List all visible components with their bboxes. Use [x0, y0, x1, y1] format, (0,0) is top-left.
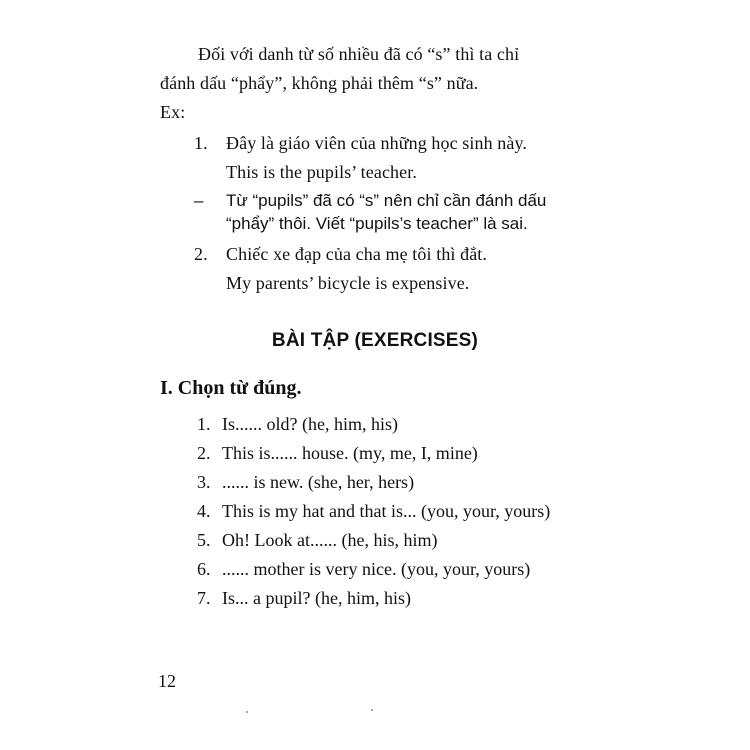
list-item-text: Oh! Look at...... (he, his, him): [222, 530, 438, 550]
exercise-list: [197, 413, 617, 609]
list-item-number: 6.: [197, 559, 211, 579]
example-1-english: This is the pupils’ teacher.: [226, 162, 417, 182]
page-number: 12: [158, 671, 176, 691]
example-label: Ex:: [160, 102, 186, 122]
print-speck: [371, 709, 373, 711]
list-item-text: This is my hat and that is... (you, your, yours): [222, 501, 551, 521]
example-note-line-2: “phẩy” thôi. Viết “pupils’s teacher” là sai.: [226, 214, 528, 233]
example-2-vietnamese: Chiếc xe đạp của cha mẹ tôi thì đắt.: [226, 244, 488, 264]
section-heading: BÀI TẬP (EXERCISES): [271, 330, 479, 351]
list-item-number: 4.: [197, 501, 211, 521]
print-speck: [246, 711, 248, 713]
exercise-title: I. Chọn từ đúng.: [160, 377, 302, 399]
intro-line-2: đánh dấu “phẩy”, không phải thêm “s” nữa.: [160, 73, 479, 93]
list-item-text: Is... a pupil? (he, him, his): [222, 588, 411, 608]
list-item: [197, 471, 617, 493]
list-item-number: 1.: [197, 414, 211, 434]
list-item-number: 3.: [197, 472, 211, 492]
list-item: [197, 500, 617, 522]
example-note-marker: –: [194, 191, 204, 210]
list-item-text: This is...... house. (my, me, I, mine): [222, 443, 478, 463]
list-item-text: ...... is new. (she, her, hers): [222, 472, 415, 492]
list-item-text: ...... mother is very nice. (you, your, yours): [222, 559, 531, 579]
example-marker-2: 2.: [194, 244, 208, 264]
list-item: [197, 442, 617, 464]
list-item: [197, 558, 617, 580]
list-item: [197, 587, 617, 609]
example-1-vietnamese: Đây là giáo viên của những học sinh này.: [226, 133, 528, 153]
example-note-line-1: Từ “pupils” đã có “s” nên chỉ cần đánh dấu: [226, 191, 547, 210]
list-item-number: 2.: [197, 443, 211, 463]
list-item-number: 7.: [197, 588, 211, 608]
example-marker-1: 1.: [194, 133, 208, 153]
intro-line-1: Đối với danh từ số nhiều đã có “s” thì ta chỉ: [198, 44, 520, 64]
list-item-text: Is...... old? (he, him, his): [222, 414, 398, 434]
list-item: [197, 529, 617, 551]
list-item-number: 5.: [197, 530, 211, 550]
example-2-english: My parents’ bicycle is expensive.: [226, 273, 470, 293]
list-item: [197, 413, 617, 435]
